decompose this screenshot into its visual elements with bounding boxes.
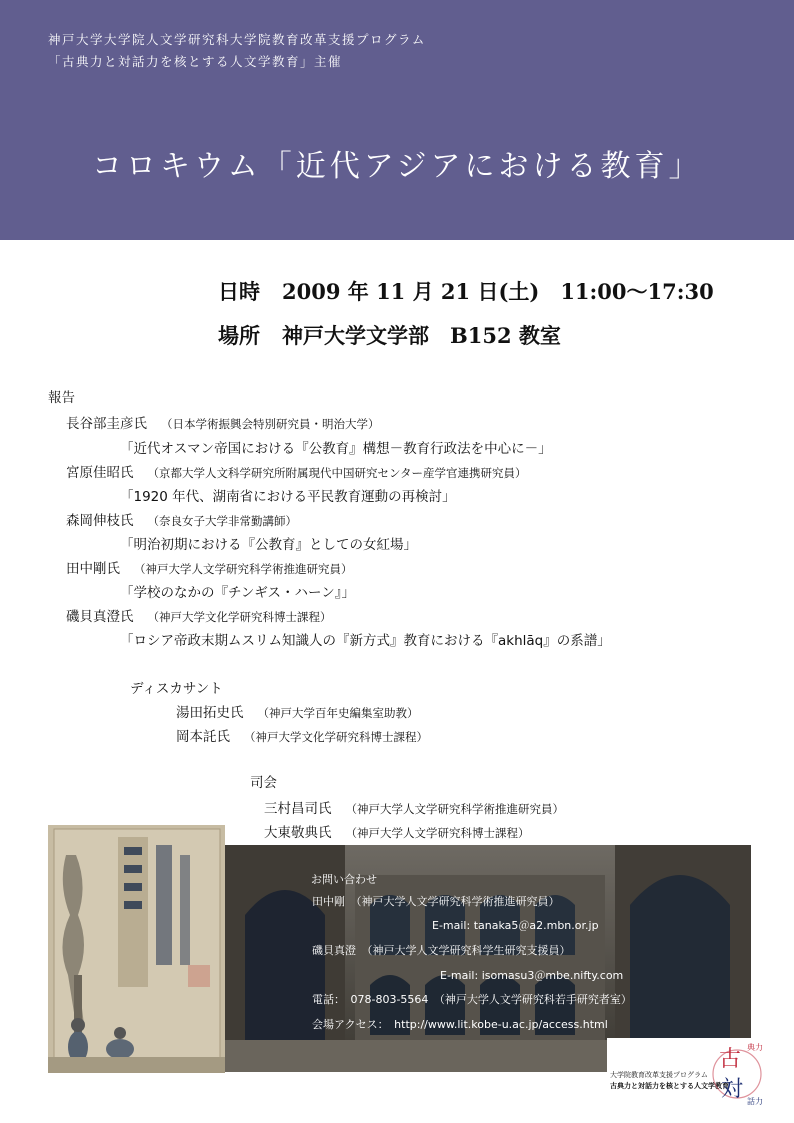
contact-person-1: 田中剛 （神戸大学人文学研究科学術推進研究員） bbox=[312, 895, 560, 908]
datetime-value: 2009 年 11 月 21 日(土) 11:00～17:30 bbox=[282, 279, 714, 304]
moderator-row bbox=[264, 797, 564, 817]
organizer-line-2: 「古典力と対話力を核とする人文学教育」主催 bbox=[48, 54, 343, 69]
textbook-cover-image bbox=[48, 825, 225, 1073]
logo-mark-icon bbox=[707, 1038, 775, 1108]
svg-text:対: 対 bbox=[721, 1077, 744, 1102]
program-logo bbox=[607, 1038, 775, 1108]
venue-access-url: 会場アクセス： http://www.lit.kobe-u.ac.jp/access.html bbox=[312, 1018, 608, 1031]
place-value: 神戸大学文学部 B152 教室 bbox=[282, 323, 561, 348]
reports-heading: 報告 bbox=[48, 390, 75, 406]
speaker-row bbox=[66, 509, 297, 529]
discussant-row bbox=[176, 701, 419, 721]
speaker-name: 長谷部圭彦氏 bbox=[66, 416, 147, 432]
moderator-affiliation: （神戸大学人文学研究科博士課程） bbox=[345, 826, 530, 840]
speaker-affiliation: （神戸大学文化学研究科博士課程） bbox=[147, 610, 332, 624]
page-title: コロキウム「近代アジアにおける教育」 bbox=[92, 149, 703, 184]
speaker-row bbox=[66, 605, 332, 625]
speaker-name: 田中剛氏 bbox=[66, 561, 120, 577]
speaker-name: 磯貝真澄氏 bbox=[66, 609, 134, 625]
speaker-name: 宮原佳昭氏 bbox=[66, 465, 134, 481]
contact-phone: 電話： 078-803-5564 （神戸大学人文学研究科若手研究者室） bbox=[312, 993, 632, 1006]
discussants-heading: ディスカサント bbox=[130, 681, 223, 697]
discussant-affiliation: （神戸大学文化学研究科博士課程） bbox=[244, 730, 428, 744]
discussant-name: 岡本託氏 bbox=[176, 729, 230, 745]
discussant-affiliation: （神戸大学百年史編集室助教） bbox=[257, 706, 419, 720]
logo-text-line-2: 古典力と対話力を核とする人文学教育 bbox=[610, 1082, 729, 1090]
talk-title: 「近代オスマン帝国における『公教育』構想－教育行政法を中心に－」 bbox=[120, 441, 552, 457]
talk-title: 「学校のなかの『チンギス・ハーン』」 bbox=[120, 585, 356, 601]
speaker-affiliation: （神戸大学人文学研究科学術推進研究員） bbox=[134, 562, 353, 576]
speaker-row bbox=[66, 557, 353, 577]
datetime-line bbox=[218, 276, 714, 306]
talk-title: 「明治初期における『公教育』としての女紅場」 bbox=[120, 537, 417, 553]
contact-email-1: E-mail: tanaka5＠a2.mbn.or.jp bbox=[432, 919, 599, 932]
talk-title: 「ロシア帝政末期ムスリム知識人の『新方式』教育における『akhlāq』の系譜」 bbox=[120, 633, 611, 649]
moderator-row bbox=[264, 821, 530, 841]
moderators-heading: 司会 bbox=[250, 775, 277, 791]
header-band bbox=[0, 0, 794, 240]
speaker-affiliation: （奈良女子大学非常勤講師） bbox=[147, 514, 297, 528]
svg-text:話力: 話力 bbox=[747, 1097, 763, 1106]
contact-heading: お問い合わせ bbox=[311, 873, 377, 886]
speaker-row bbox=[66, 412, 380, 432]
svg-text:古: 古 bbox=[719, 1047, 742, 1072]
speaker-affiliation: （京都大学人文科学研究所附属現代中国研究センター産学官連携研究員） bbox=[147, 466, 527, 480]
discussant-name: 湯田拓史氏 bbox=[176, 705, 244, 721]
svg-text:典力: 典力 bbox=[747, 1043, 763, 1052]
speaker-row bbox=[66, 461, 527, 481]
datetime-label: 日時 bbox=[218, 279, 260, 304]
speaker-name: 森岡伸枝氏 bbox=[66, 513, 134, 529]
speaker-affiliation: （日本学術振興会特別研究員・明治大学） bbox=[161, 417, 380, 431]
contact-email-2: E-mail: isomasu3＠mbe.nifty.com bbox=[440, 969, 624, 982]
talk-title: 「1920 年代、湖南省における平民教育運動の再検討」 bbox=[120, 489, 456, 505]
moderator-affiliation: （神戸大学人文学研究科学術推進研究員） bbox=[345, 802, 564, 816]
moderator-name: 大東敬典氏 bbox=[264, 825, 332, 841]
contact-person-2: 磯貝真澄 （神戸大学人文学研究科学生研究支援員） bbox=[312, 944, 571, 957]
organizer-line-1: 神戸大学大学院人文学研究科大学院教育改革支援プログラム bbox=[48, 32, 426, 47]
place-label: 場所 bbox=[218, 323, 260, 348]
logo-text-line-1: 大学院教育改革支援プログラム bbox=[610, 1071, 708, 1079]
discussant-row bbox=[176, 725, 428, 745]
place-line bbox=[218, 320, 561, 350]
moderator-name: 三村昌司氏 bbox=[264, 801, 332, 817]
